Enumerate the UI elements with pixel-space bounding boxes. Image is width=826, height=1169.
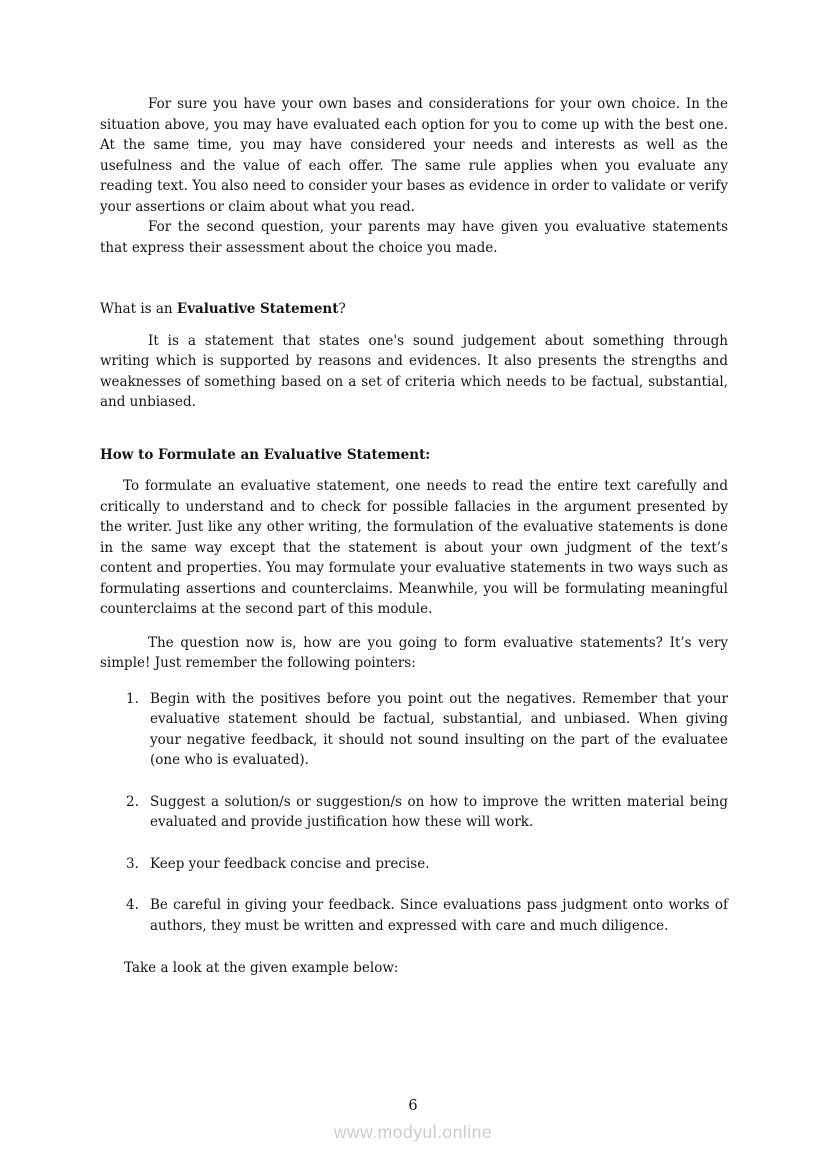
pointers-list: [100, 689, 728, 937]
list-item-number: 2.: [126, 793, 139, 810]
definition-paragraph: It is a statement that states one's sound judgement about something through writing which is supported by reasons and evidences. It also presents the strengths and weaknesses of something based on a set of criteria which needs to be factual, substantial, and unbiased.: [100, 332, 728, 410]
list-item-number: 4.: [126, 897, 139, 913]
list-item-text: Keep your feedback concise and precise.: [150, 855, 430, 872]
page-number: 6: [408, 1098, 418, 1114]
list-item: [100, 689, 728, 771]
what-is-heading-prefix: What is an: [100, 301, 177, 317]
list-item-number: 1.: [126, 690, 139, 707]
how-to-paragraph: To formulate an evaluative statement, one needs to read the entire text carefully and critically to understand and to check for possible fallacies in the argument presented by the writer. Just like any other writing, the formulation of the evaluative statements is done in the same way except that the statement is about your own judgment of the text’s content and properties. You may formulate your evaluative statements in two ways such as formulating assertions and counterclaims. Meanwhile, you will be formulating meaningful counterclaims at the second part of this module.: [100, 478, 728, 617]
closing-line: Take a look at the given example below:: [124, 960, 399, 976]
list-item-text: Be careful in giving your feedback. Since evaluations pass judgment onto works of authors, they must be written and expressed with care and much diligence.: [150, 897, 728, 934]
watermark-url: www.modyul.online: [333, 1122, 493, 1142]
how-to-heading: How to Formulate an Evaluative Statement:: [100, 446, 431, 463]
list-item-text: Suggest a solution/s or suggestion/s on how to improve the written material being evaluated and provide justification how these will work.: [150, 793, 728, 830]
page-content: [100, 94, 728, 979]
what-is-heading-term: Evaluative Statement: [176, 301, 339, 317]
what-is-heading-suffix: ?: [338, 301, 346, 317]
list-item-text: Begin with the positives before you point out the negatives. Remember that your evaluative statement should be factual, substantial, and unbiased. When giving your negative feedback, it should not sound insulting on the part of the evaluatee (one who is evaluated).: [150, 690, 728, 768]
intro-paragraph: For sure you have your own bases and considerations for your own choice. In the situation above, you may have evaluated each option for you to come up with the best one. At the same time, you may have considered your needs and interests as well as the usefulness and the value of each offer. The same rule applies when you evaluate any reading text. You also need to consider your bases as evidence in order to validate or verify your assertions or claim about what you read.: [100, 96, 728, 215]
list-item: [100, 792, 728, 833]
what-is-heading: [100, 299, 728, 320]
list-item: [100, 854, 728, 875]
list-item: [100, 895, 728, 936]
list-item-number: 3.: [126, 855, 139, 872]
question-now-paragraph: The question now is, how are you going to form evaluative statements? It’s very simple! Just remember the following pointers:: [100, 634, 728, 671]
second-question-paragraph: For the second question, your parents may have given you evaluative statements that express their assessment about the choice you made.: [100, 219, 728, 256]
